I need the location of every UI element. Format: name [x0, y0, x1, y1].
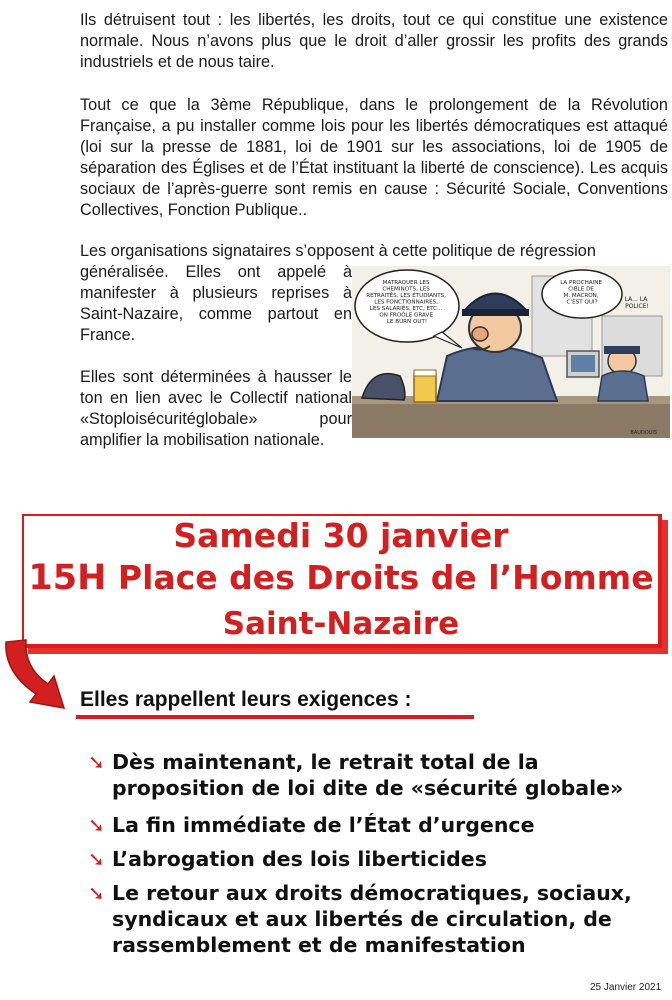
event-date: Samedi 30 janvier	[173, 516, 509, 555]
curved-arrow-icon	[0, 622, 80, 714]
organisations-paragraph-first-line: Les organisations signataires s’opposent à cette politique de régression	[80, 242, 596, 260]
intro-paragraph: Ils détruisent tout : les libertés, les droits, tout ce qui constitue une existence normale. Nous n’avons plus que le droit d’aller grossir les profits des grands industriels et de nous taire.	[80, 11, 668, 71]
arrow-icon: ➘	[88, 813, 105, 837]
organisations-paragraph: généralisée. Elles ont appelé à manifester à plusieurs reprises à Saint-Nazaire, comme partout en France.	[80, 263, 352, 344]
event-place: Place des Droits de l’Homme	[117, 558, 654, 597]
demands-heading: Elles rappellent leurs exigences :	[80, 688, 412, 711]
event-time: 15H	[28, 558, 107, 598]
bubble-left-text: MATRAQUER LES CHEMINOTS, LES RETRAITÉS, LES ÉTUDIANTS, LES FONCTIONNAIRES, LES SALARIÉS, ETC, ETC... ON FROÔLE GRAVE LE BURN OUT!	[366, 280, 446, 325]
police-cartoon	[352, 266, 670, 438]
demand-text: La fin immédiate de l’État d’urgence	[112, 813, 535, 837]
arrow-icon: ➘	[88, 847, 105, 871]
republic-paragraph: Tout ce que la 3ème République, dans le prolongement de la Révolution Française, a pu installer comme lois pour les libertés démocratiques est attaqué (loi sur la presse de 1881, loi de 1901 sur les associations, loi de 1905 de séparation des Églises et de l’État instituant la liberté de conscience). Les acquis sociaux de l’après-guerre sont remis en cause : Sécurité Sociale, Conventions Collectives, Fonction Publique..	[80, 96, 668, 219]
demand-item	[88, 749, 648, 801]
arrow-icon: ➘	[88, 881, 105, 905]
demand-item	[88, 880, 663, 958]
collective-paragraph: Elles sont déterminées à hausser le ton en lien avec le Collectif national «Stoploisécuritéglobale» pour amplifier la mobilisation nationale.	[80, 368, 352, 449]
event-city: Saint-Nazaire	[222, 606, 460, 642]
demand-item	[88, 846, 487, 872]
bubble-right-text: LA PROCHAINE CIBLE DE M. MACRON, C’EST QUI?	[560, 280, 603, 306]
demand-text: L’abrogation des lois liberticides	[112, 847, 487, 871]
event-announcement-box	[22, 514, 662, 648]
heading-underline	[76, 715, 474, 719]
arrow-icon: ➘	[88, 750, 105, 774]
demand-text: Le retour aux droits démocratiques, sociaux, syndicaux et aux libertés de circulation, de rassemblement et de manifestation	[112, 881, 632, 957]
footer-date: 25 Janvier 2021	[590, 982, 662, 993]
demand-text: Dès maintenant, le retrait total de la proposition de loi dite de «sécurité globale»	[112, 750, 624, 800]
bubble-small-text: LA... LA POLICE!	[624, 296, 649, 310]
event-time-place	[24, 558, 658, 598]
demand-item	[88, 812, 534, 838]
cartoon-signature: BAUDOUIS	[630, 430, 657, 436]
